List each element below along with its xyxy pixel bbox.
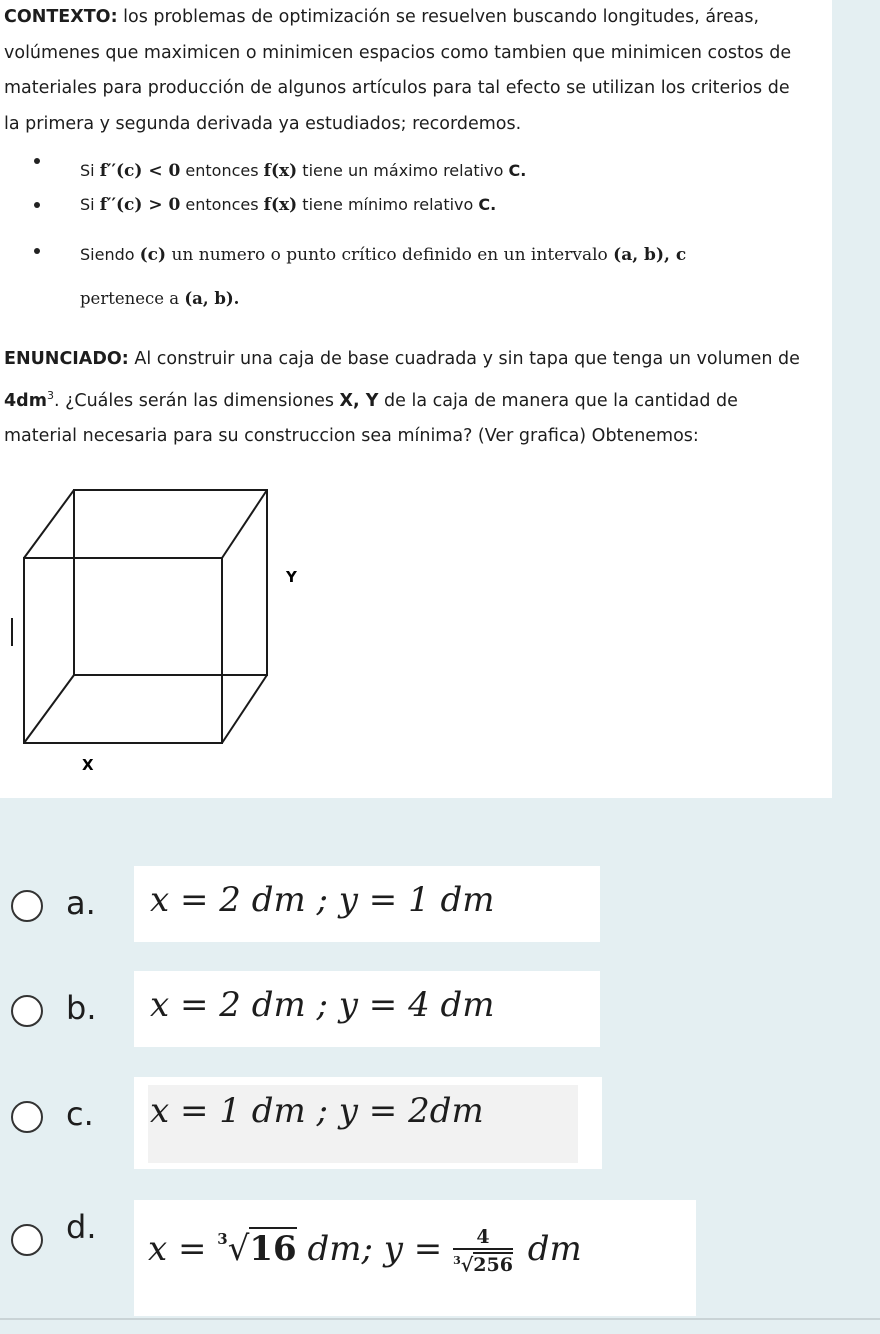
box-diagram — [0, 478, 320, 778]
second-derivative-negative: f′′(c) < 0 — [99, 161, 181, 181]
label-x: X — [82, 756, 94, 774]
radio-option-b[interactable] — [11, 995, 43, 1027]
answer-box — [134, 1077, 602, 1169]
fraction-numerator: 4 — [453, 1226, 513, 1250]
answer-box — [134, 1200, 696, 1316]
list-item: Siendo (c) un numero o punto crítico definido en un intervalo (a, b), c pertenece a (a, b). — [34, 240, 814, 284]
answer-box — [134, 866, 600, 942]
back-face — [74, 490, 267, 675]
option-letter: c. — [66, 1095, 94, 1133]
option-letter: a. — [66, 884, 96, 922]
context-label: CONTEXTO: — [4, 7, 118, 27]
radio-option-c[interactable] — [11, 1101, 43, 1133]
label-y: Y — [286, 568, 297, 586]
statement-label: ENUNCIADO: — [4, 349, 129, 369]
context-text: los problemas de optimización se resuelven buscando longitudes, áreas, volúmenes que maximicen o minimicen espacios como tambien que minimicen costos de materiales para producción de algunos artículos para tal efecto se utilizan los criterios de la primera y segunda derivada ya estudiados; recordemos. — [4, 7, 792, 134]
radicand: 16 — [249, 1229, 297, 1270]
divider — [0, 1318, 880, 1320]
answer-box — [134, 971, 600, 1047]
option-letter: b. — [66, 989, 97, 1027]
option-d[interactable] — [0, 1200, 880, 1310]
option-c[interactable] — [0, 1077, 880, 1157]
edge — [24, 675, 74, 743]
answer-text: x = 1 dm ; y = 2dm — [150, 1091, 484, 1131]
answer-text: x = 2 dm ; y = 4 dm — [150, 985, 495, 1025]
radio-option-d[interactable] — [11, 1224, 43, 1256]
statement-paragraph: ENUNCIADO: Al construir una caja de base cuadrada y sin tapa que tenga un volumen de $4dm^3$. ¿Cuáles serán las dimensiones X, Y de la caja de manera que la cantidad de material necesaria para su construccion sea mínima? (Ver grafica) Obtenemos: — [4, 349, 800, 446]
list-item: Si f′′(c) > 0 entonces f(x) tiene mínimo relativo C. — [34, 194, 814, 240]
fraction: $\frac{4}{^3√256}$ — [453, 1226, 513, 1277]
list-item: Si f′′(c) < 0 entonces f(x) tiene un máximo relativo C. — [34, 150, 814, 194]
edge — [222, 490, 267, 558]
edge — [222, 675, 267, 743]
answer-text: x = $^3$√16 dm; y = $\frac{4}{^3√256}$ dm — [148, 1226, 582, 1277]
option-b[interactable] — [0, 971, 880, 1051]
context-paragraph — [4, 0, 804, 142]
option-letter: d. — [66, 1208, 97, 1246]
second-derivative-positive: f′′(c) > 0 — [99, 195, 181, 215]
edge — [24, 490, 74, 558]
answer-text: x = 2 dm ; y = 1 dm — [150, 880, 495, 920]
criteria-list — [34, 150, 814, 308]
radio-option-a[interactable] — [11, 890, 43, 922]
option-a[interactable] — [0, 866, 880, 946]
root-index: 3 — [217, 1230, 228, 1249]
front-face — [24, 558, 222, 743]
